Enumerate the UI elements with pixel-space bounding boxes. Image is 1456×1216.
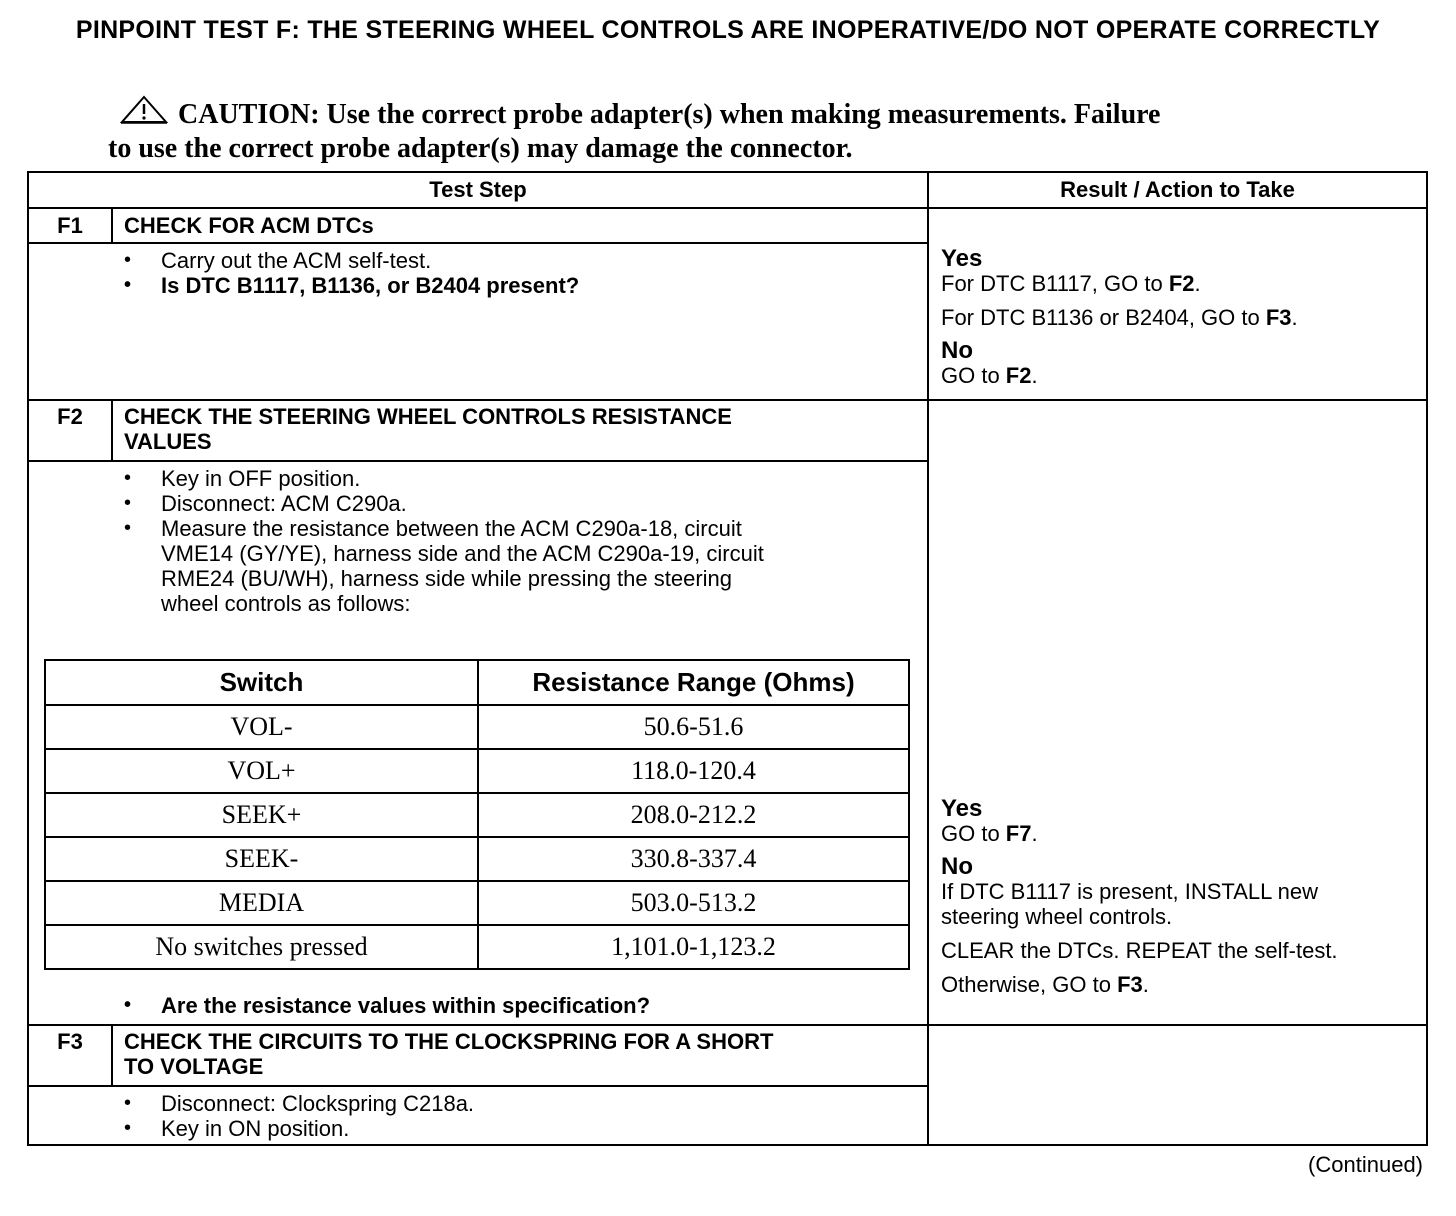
page-title: PINPOINT TEST F: THE STEERING WHEEL CONTROLS ARE INOPERATIVE/DO NOT OPERATE CORRECTLY: [75, 16, 1381, 44]
table-cell: VOL-: [45, 705, 478, 749]
result-f2-no-line-1: If DTC B1117 is present, INSTALL new: [941, 879, 1319, 904]
header-test-step: Test Step: [429, 177, 527, 202]
column-header-switch: Switch: [45, 660, 478, 705]
step-f3-bullets: [124, 1091, 474, 1141]
result-f1-no-label: No: [941, 337, 973, 364]
table-row: [45, 837, 909, 881]
table-cell: 50.6-51.6: [478, 705, 909, 749]
table-cell: 1,101.0-1,123.2: [478, 925, 909, 969]
step-f2-question: [124, 993, 650, 1018]
list-item: • Disconnect: Clockspring C218a.: [124, 1091, 474, 1116]
step-f2-bullets: [124, 466, 764, 616]
table-header-row: [45, 660, 909, 705]
step-id-f1: F1: [57, 213, 83, 238]
header-result: Result / Action to Take: [1060, 177, 1295, 202]
list-item: • Is DTC B1117, B1136, or B2404 present?: [124, 273, 579, 298]
list-item: • Disconnect: ACM C290a.: [124, 491, 764, 516]
list-item: • Carry out the ACM self-test.: [124, 248, 579, 273]
list-item: • Key in OFF position.: [124, 466, 764, 491]
table-cell: SEEK+: [45, 793, 478, 837]
step-f1-bullets: [124, 248, 579, 298]
list-item: • Are the resistance values within specification?: [124, 993, 650, 1018]
list-item: • Measure the resistance between the ACM C290a-18, circuit VME14 (GY/YE), harness side and the ACM C290a-19, circuit RME24 (BU/WH), harness side while pressing the steering wheel controls as follows:: [124, 516, 764, 616]
table-cell: VOL+: [45, 749, 478, 793]
table-cell: 208.0-212.2: [478, 793, 909, 837]
table-cell: 118.0-120.4: [478, 749, 909, 793]
table-row: [45, 881, 909, 925]
caution-note: [108, 95, 1308, 165]
step-id-f3: F3: [57, 1029, 83, 1054]
column-header-resistance: Resistance Range (Ohms): [478, 660, 909, 705]
result-f2-no-line-2: steering wheel controls.: [941, 904, 1173, 929]
table-cell: No switches pressed: [45, 925, 478, 969]
result-f1-yes-label: Yes: [941, 245, 983, 272]
continued-label: (Continued): [1308, 1152, 1423, 1177]
result-f1-yes-line-1: For DTC B1117, GO to F2.: [941, 271, 1201, 296]
warning-triangle-icon: [120, 95, 168, 133]
table-cell: SEEK-: [45, 837, 478, 881]
table-cell: MEDIA: [45, 881, 478, 925]
step-title-f3: CHECK THE CIRCUITS TO THE CLOCKSPRING FOR A SHORT TO VOLTAGE: [124, 1029, 774, 1079]
result-f1: [941, 247, 1421, 388]
caution-line-2: to use the correct probe adapter(s) may damage the connector.: [108, 133, 853, 164]
result-f2-yes-label: Yes: [941, 795, 983, 822]
table-row: [45, 705, 909, 749]
table-row: [45, 793, 909, 837]
result-f2: [941, 797, 1421, 997]
result-f2-no-line-4: Otherwise, GO to F3.: [941, 972, 1149, 997]
pinpoint-table: [27, 171, 1428, 1146]
step-title-f1: CHECK FOR ACM DTCs: [124, 213, 374, 238]
list-item: • Key in ON position.: [124, 1116, 474, 1141]
step-title-f2: CHECK THE STEERING WHEEL CONTROLS RESISTANCE VALUES: [124, 404, 732, 454]
step-id-f2: F2: [57, 404, 83, 429]
resistance-table: [44, 659, 910, 970]
result-f2-no-line-3: CLEAR the DTCs. REPEAT the self-test.: [941, 938, 1338, 963]
result-f2-yes-line: GO to F7.: [941, 821, 1038, 846]
table-row: [45, 925, 909, 969]
result-f2-no-label: No: [941, 853, 973, 880]
table-cell: 330.8-337.4: [478, 837, 909, 881]
caution-line-1: CAUTION: Use the correct probe adapter(s) when making measurements. Failure: [178, 99, 1161, 130]
result-f1-yes-line-2: For DTC B1136 or B2404, GO to F3.: [941, 305, 1298, 330]
result-f1-no-line: GO to F2.: [941, 363, 1038, 388]
table-cell: 503.0-513.2: [478, 881, 909, 925]
table-row: [45, 749, 909, 793]
